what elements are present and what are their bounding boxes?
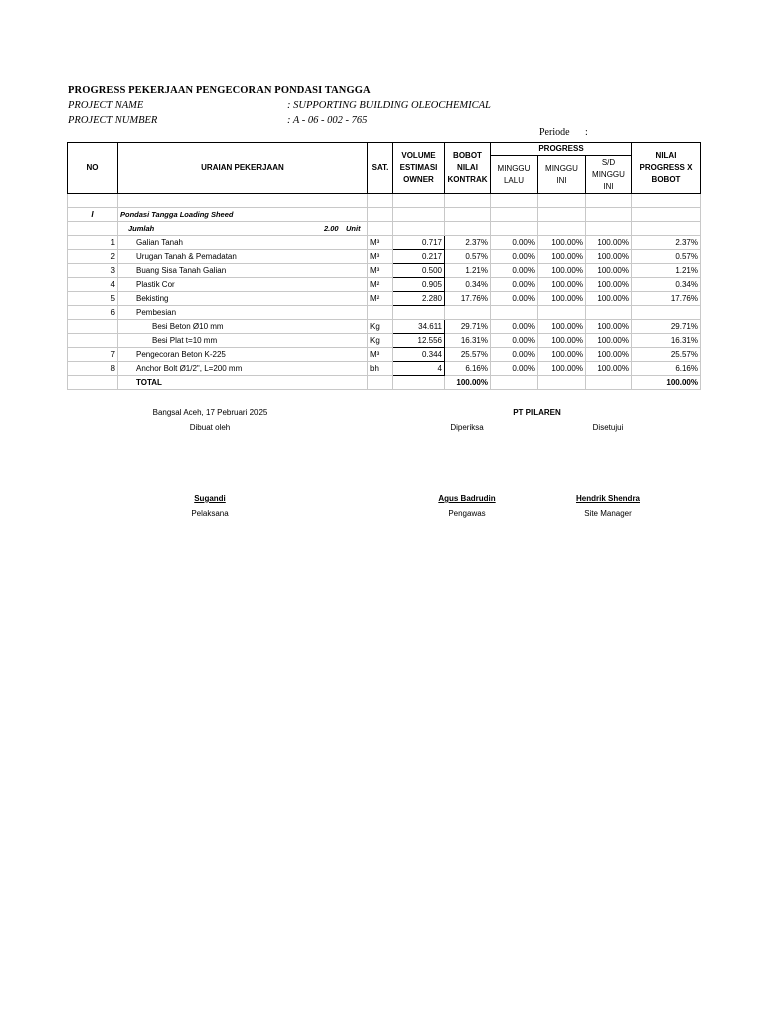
col-uraian: URAIAN PEKERJAAN — [118, 143, 368, 194]
jumlah-label: Jumlah — [128, 224, 155, 233]
row-sat: Kg — [368, 334, 393, 348]
company-name: PT PILAREN — [513, 408, 561, 417]
col-minggu-lalu: MINGGU LALU — [491, 156, 538, 194]
row-uraian: Besi Plat t=10 mm — [118, 334, 368, 348]
row-volume: 0.344 — [393, 348, 445, 362]
table-row — [68, 320, 701, 334]
row-uraian: Buang Sisa Tanah Galian — [118, 264, 368, 278]
spacer-row — [68, 194, 701, 208]
total-empty-cell — [491, 376, 538, 390]
row-minggu-lalu: 0.00% — [491, 236, 538, 250]
row-volume: 0.217 — [393, 250, 445, 264]
made-by-label: Dibuat oleh — [189, 423, 231, 432]
row-sd-minggu-ini: 100.00% — [586, 292, 632, 306]
checked-role: Pengawas — [448, 509, 486, 518]
row-volume: 4 — [393, 362, 445, 376]
col-sat: SAT. — [368, 143, 393, 194]
document-title: PROGRESS PEKERJAAN PENGECORAN PONDASI TANGGA — [68, 85, 371, 96]
col-no: NO — [68, 143, 118, 194]
row-nilai: 29.71% — [632, 320, 701, 334]
project-number-label: PROJECT NUMBER — [68, 115, 158, 126]
row-bobot: 0.34% — [445, 278, 491, 292]
section-no: I — [68, 208, 118, 222]
row-minggu-lalu: 0.00% — [491, 348, 538, 362]
row-no: 3 — [68, 264, 118, 278]
row-bobot: 25.57% — [445, 348, 491, 362]
row-uraian: Galian Tanah — [118, 236, 368, 250]
row-bobot: 29.71% — [445, 320, 491, 334]
table-row — [68, 236, 701, 250]
total-empty-cell — [68, 376, 118, 390]
row-sat: M² — [368, 292, 393, 306]
row-sat: M³ — [368, 348, 393, 362]
approved-name: Hendrik Shendra — [575, 494, 640, 503]
row-nilai: 25.57% — [632, 348, 701, 362]
row-minggu-ini: 100.00% — [538, 236, 586, 250]
row-nilai: 16.31% — [632, 334, 701, 348]
row-minggu-ini — [538, 306, 586, 320]
row-no: 4 — [68, 278, 118, 292]
row-uraian: Plastik Cor — [118, 278, 368, 292]
section-title: Pondasi Tangga Loading Sheed — [118, 208, 368, 222]
periode — [539, 127, 588, 138]
total-empty-cell — [393, 376, 445, 390]
row-uraian: Anchor Bolt Ø1/2", L=200 mm — [118, 362, 368, 376]
row-sat: Kg — [368, 320, 393, 334]
row-minggu-lalu: 0.00% — [491, 250, 538, 264]
row-volume: 0.905 — [393, 278, 445, 292]
row-no: 8 — [68, 362, 118, 376]
row-nilai — [632, 306, 701, 320]
row-minggu-ini: 100.00% — [538, 264, 586, 278]
row-sd-minggu-ini: 100.00% — [586, 334, 632, 348]
project-name-label: PROJECT NAME — [68, 100, 144, 111]
col-sd-minggu-ini: S/D MINGGU INI — [586, 156, 632, 194]
row-no: 7 — [68, 348, 118, 362]
row-uraian: Bekisting — [118, 292, 368, 306]
total-empty-cell — [586, 376, 632, 390]
row-nilai: 2.37% — [632, 236, 701, 250]
row-no — [68, 334, 118, 348]
approved-label: Disetujui — [592, 423, 624, 432]
table-row — [68, 334, 701, 348]
checked-name: Agus Badrudin — [438, 494, 496, 503]
row-minggu-lalu: 0.00% — [491, 292, 538, 306]
row-nilai: 0.34% — [632, 278, 701, 292]
total-row — [68, 376, 701, 390]
row-no: 1 — [68, 236, 118, 250]
row-volume: 0.500 — [393, 264, 445, 278]
periode-label: Periode — [539, 127, 570, 138]
row-sd-minggu-ini: 100.00% — [586, 264, 632, 278]
row-bobot: 17.76% — [445, 292, 491, 306]
table-row — [68, 250, 701, 264]
row-bobot — [445, 306, 491, 320]
row-minggu-lalu — [491, 306, 538, 320]
row-bobot: 6.16% — [445, 362, 491, 376]
row-minggu-ini: 100.00% — [538, 278, 586, 292]
total-nilai: 100.00% — [632, 376, 701, 390]
row-nilai: 0.57% — [632, 250, 701, 264]
col-nilai: NILAI PROGRESS X BOBOT — [632, 143, 701, 194]
row-sd-minggu-ini: 100.00% — [586, 362, 632, 376]
row-sd-minggu-ini — [586, 306, 632, 320]
progress-table — [67, 142, 701, 390]
jumlah-cell — [118, 222, 368, 236]
table-row — [68, 292, 701, 306]
row-uraian: Pembesian — [118, 306, 368, 320]
table-row — [68, 264, 701, 278]
col-progress: PROGRESS — [491, 143, 632, 156]
jumlah-value: 2.00 — [324, 224, 339, 233]
row-sat: bh — [368, 362, 393, 376]
total-label: TOTAL — [118, 376, 368, 390]
row-minggu-lalu: 0.00% — [491, 264, 538, 278]
row-minggu-ini: 100.00% — [538, 292, 586, 306]
row-sd-minggu-ini: 100.00% — [586, 236, 632, 250]
col-volume: VOLUME ESTIMASI OWNER — [393, 143, 445, 194]
row-minggu-lalu: 0.00% — [491, 362, 538, 376]
row-minggu-ini: 100.00% — [538, 334, 586, 348]
section-row — [68, 208, 701, 222]
row-uraian: Besi Beton Ø10 mm — [118, 320, 368, 334]
row-sd-minggu-ini: 100.00% — [586, 250, 632, 264]
row-minggu-ini: 100.00% — [538, 362, 586, 376]
row-nilai: 1.21% — [632, 264, 701, 278]
total-empty-cell — [538, 376, 586, 390]
row-volume: 12.556 — [393, 334, 445, 348]
row-bobot: 16.31% — [445, 334, 491, 348]
approved-role: Site Manager — [584, 509, 632, 518]
row-sat: M³ — [368, 236, 393, 250]
table-row — [68, 306, 701, 320]
table-row — [68, 348, 701, 362]
table-row — [68, 278, 701, 292]
jumlah-unit: Unit — [346, 224, 361, 233]
col-minggu-ini: MINGGU INI — [538, 156, 586, 194]
row-minggu-lalu: 0.00% — [491, 334, 538, 348]
row-bobot: 2.37% — [445, 236, 491, 250]
row-nilai: 6.16% — [632, 362, 701, 376]
row-minggu-lalu: 0.00% — [491, 278, 538, 292]
row-minggu-ini: 100.00% — [538, 250, 586, 264]
row-sd-minggu-ini: 100.00% — [586, 348, 632, 362]
row-sat: M³ — [368, 250, 393, 264]
row-sat: M³ — [368, 264, 393, 278]
row-sd-minggu-ini: 100.00% — [586, 320, 632, 334]
row-volume — [393, 306, 445, 320]
row-bobot: 1.21% — [445, 264, 491, 278]
row-sat: M² — [368, 278, 393, 292]
made-by-role: Pelaksana — [191, 509, 229, 518]
jumlah-row — [68, 222, 701, 236]
row-volume: 2.280 — [393, 292, 445, 306]
project-number-value: : A - 06 - 002 - 765 — [287, 115, 368, 126]
table-row — [68, 362, 701, 376]
row-sd-minggu-ini: 100.00% — [586, 278, 632, 292]
row-volume: 34.611 — [393, 320, 445, 334]
row-minggu-ini: 100.00% — [538, 348, 586, 362]
row-no: 2 — [68, 250, 118, 264]
row-uraian: Urugan Tanah & Pemadatan — [118, 250, 368, 264]
row-no: 6 — [68, 306, 118, 320]
row-volume: 0.717 — [393, 236, 445, 250]
total-empty-cell — [368, 376, 393, 390]
row-minggu-ini: 100.00% — [538, 320, 586, 334]
row-uraian: Pengecoran Beton K-225 — [118, 348, 368, 362]
row-nilai: 17.76% — [632, 292, 701, 306]
project-name-value: : SUPPORTING BUILDING OLEOCHEMICAL — [287, 100, 491, 111]
row-no: 5 — [68, 292, 118, 306]
total-bobot: 100.00% — [445, 376, 491, 390]
row-sat — [368, 306, 393, 320]
periode-colon: : — [585, 127, 588, 138]
row-no — [68, 320, 118, 334]
col-bobot: BOBOT NILAI KONTRAK — [445, 143, 491, 194]
place-date: Bangsal Aceh, 17 Pebruari 2025 — [152, 408, 268, 417]
row-bobot: 0.57% — [445, 250, 491, 264]
checked-label: Diperiksa — [450, 423, 484, 432]
made-by-name: Sugandi — [194, 494, 226, 503]
row-minggu-lalu: 0.00% — [491, 320, 538, 334]
